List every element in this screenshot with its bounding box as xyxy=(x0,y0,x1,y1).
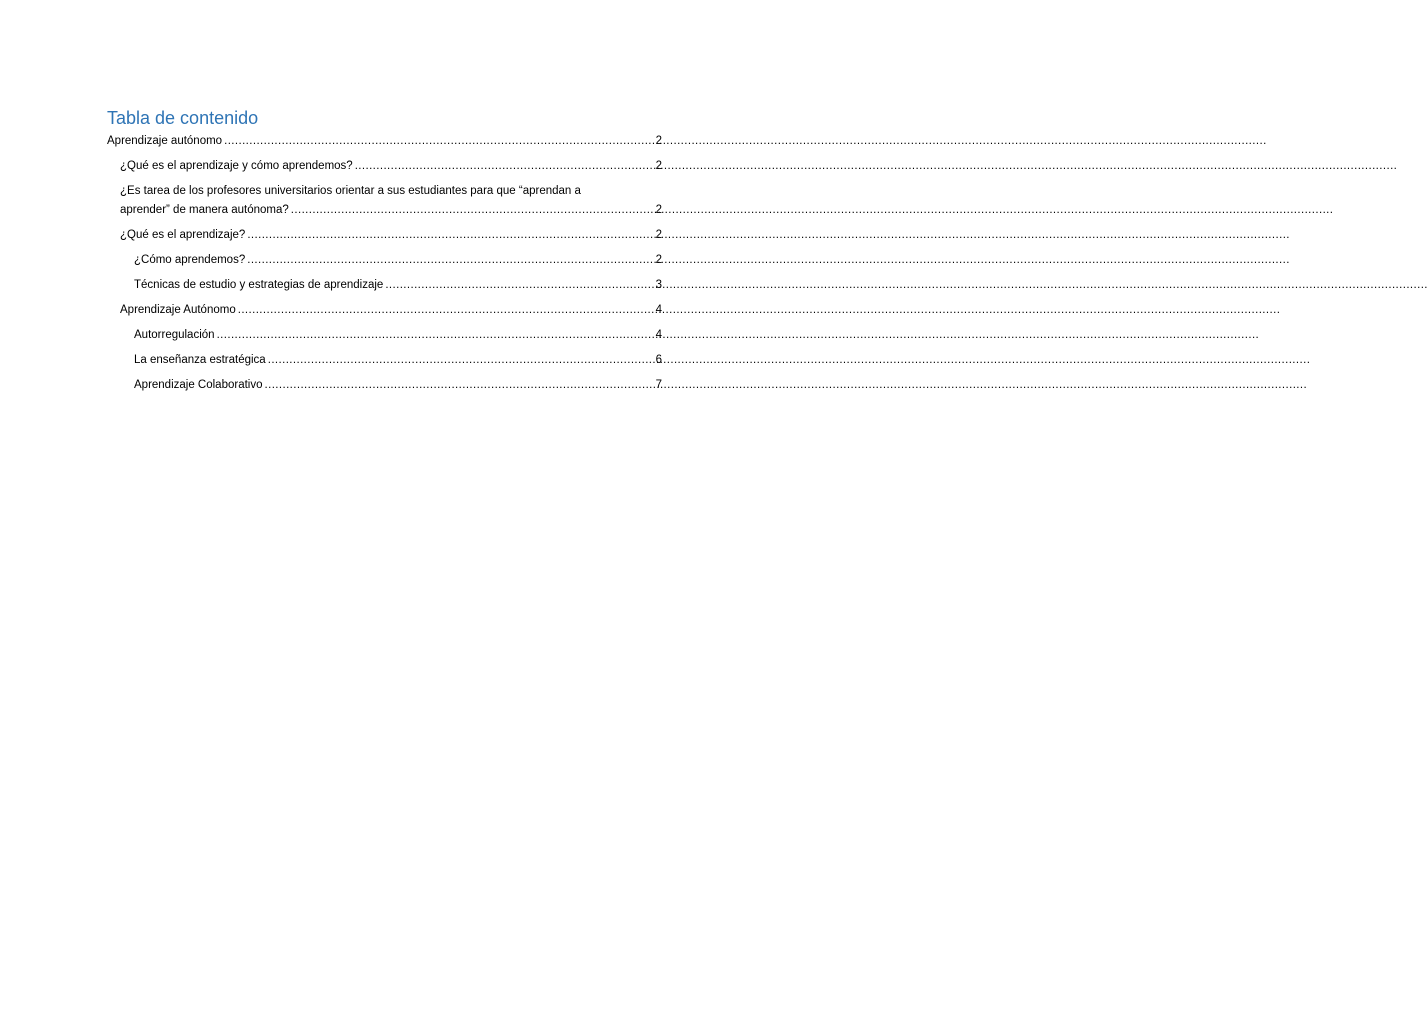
table-of-contents xyxy=(107,106,662,401)
toc-entry-page: 6 xyxy=(655,354,662,366)
toc-entry-ensenanza-estrategica[interactable] xyxy=(107,351,662,370)
toc-entry-page: 7 xyxy=(655,379,662,391)
toc-leader-dots xyxy=(291,201,653,220)
toc-entry-label: aprender” de manera autónoma? xyxy=(120,204,289,216)
toc-entry-label: Aprendizaje Colaborativo xyxy=(134,379,263,391)
toc-leader-dots xyxy=(247,251,653,270)
toc-leader-dots xyxy=(238,301,653,320)
toc-leader-dots xyxy=(224,132,653,151)
toc-entry-tecnicas-estudio[interactable] xyxy=(107,276,662,295)
toc-entry-label: Técnicas de estudio y estrategias de aprendizaje xyxy=(134,279,384,291)
toc-entry-tarea-profesores[interactable] xyxy=(107,182,662,220)
toc-entry-page: 2 xyxy=(655,160,662,172)
toc-leader-dots xyxy=(217,326,653,345)
toc-entry-label: Autorregulación xyxy=(134,329,215,341)
toc-entry-page: 4 xyxy=(655,329,662,341)
toc-entry-label: ¿Cómo aprendemos? xyxy=(134,254,246,266)
toc-title: Tabla de contenido xyxy=(107,108,259,128)
toc-entry-label: Aprendizaje Autónomo xyxy=(120,304,236,316)
toc-entry-page: 4 xyxy=(655,304,662,316)
toc-leader-dots xyxy=(385,276,653,295)
toc-leader-dots xyxy=(265,376,654,395)
toc-entry-aprendizaje-autonomo-2[interactable] xyxy=(107,301,662,320)
toc-entry-label: La enseñanza estratégica xyxy=(134,354,266,366)
toc-entry-page: 2 xyxy=(655,204,662,216)
toc-entry-page: 2 xyxy=(655,135,662,147)
toc-entry-autorregulacion[interactable] xyxy=(107,326,662,345)
toc-entry-aprendizaje-colaborativo[interactable] xyxy=(107,376,662,395)
toc-entry-que-es-aprendizaje[interactable] xyxy=(107,226,662,245)
toc-entry-que-es-aprendizaje-como-aprendemos[interactable] xyxy=(107,157,662,176)
toc-entry-page: 2 xyxy=(655,229,662,241)
toc-entry-page: 3 xyxy=(655,279,662,291)
toc-entry-label-line1: ¿Es tarea de los profesores universitarios orientar a sus estudiantes para que “aprendan a xyxy=(120,185,581,197)
toc-entry-como-aprendemos[interactable] xyxy=(107,251,662,270)
toc-entry-label: Aprendizaje autónomo xyxy=(107,135,223,147)
toc-leader-dots xyxy=(355,157,653,176)
toc-entry-page: 2 xyxy=(655,254,662,266)
toc-entry-label: ¿Qué es el aprendizaje? xyxy=(120,229,246,241)
toc-entry-aprendizaje-autonomo[interactable] xyxy=(107,132,662,151)
toc-entry-label: ¿Qué es el aprendizaje y cómo aprendemos? xyxy=(120,160,353,172)
toc-leader-dots xyxy=(247,226,653,245)
toc-leader-dots xyxy=(268,351,653,370)
